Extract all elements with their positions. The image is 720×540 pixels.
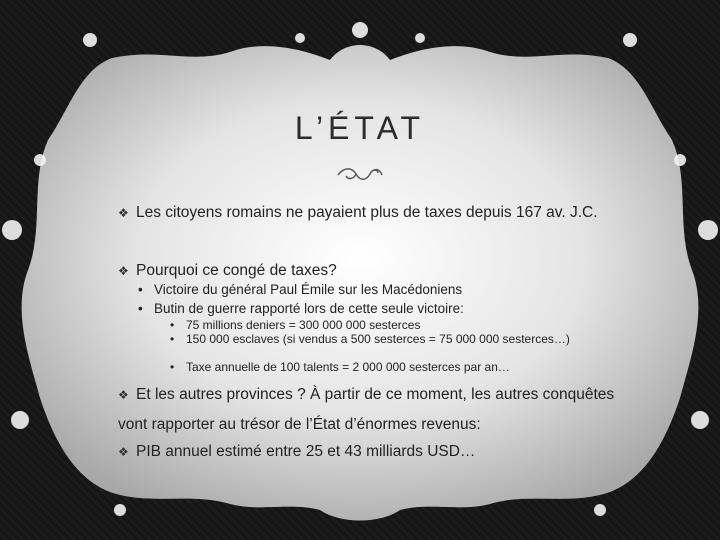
- list-item: • Butin de guerre rapporté lors de cette seule victoire:: [138, 301, 464, 316]
- list-item: • 150 000 esclaves (si vendus a 500 sesterces = 75 000 000 sesterces…): [170, 332, 570, 346]
- list-item: • Taxe annuelle de 100 talents = 2 000 000 sesterces par an…: [170, 360, 510, 374]
- bullet-dot-icon: •: [170, 332, 175, 346]
- list-item: ❖ Les citoyens romains ne payaient plus de taxes depuis 167 av. J.C.: [118, 198, 628, 228]
- bullet-dot-icon: •: [138, 282, 143, 297]
- diamond-bullet-icon: ❖: [118, 206, 129, 220]
- bullet-dot-icon: •: [138, 301, 143, 316]
- diamond-bullet-icon: ❖: [118, 388, 129, 402]
- list-item: ❖ Et les autres provinces ? À partir de ce moment, les autres conquêtes vont rapporter au trésor de l’État d’énormes revenus:: [118, 380, 628, 440]
- list-item: ❖ PIB annuel estimé entre 25 et 43 milliards USD…: [118, 437, 628, 467]
- list-item: • 75 millions deniers = 300 000 000 sesterces: [170, 318, 421, 332]
- diamond-bullet-icon: ❖: [118, 445, 129, 459]
- bullet-dot-icon: •: [170, 360, 175, 374]
- bullet-dot-icon: •: [170, 318, 175, 332]
- fleuron-divider-icon: [334, 163, 386, 185]
- diamond-bullet-icon: ❖: [118, 264, 129, 278]
- list-item: ❖ Pourquoi ce congé de taxes?: [118, 256, 628, 286]
- list-item: • Victoire du général Paul Émile sur les Macédoniens: [138, 282, 463, 297]
- slide-title: L’ÉTAT: [294, 110, 426, 146]
